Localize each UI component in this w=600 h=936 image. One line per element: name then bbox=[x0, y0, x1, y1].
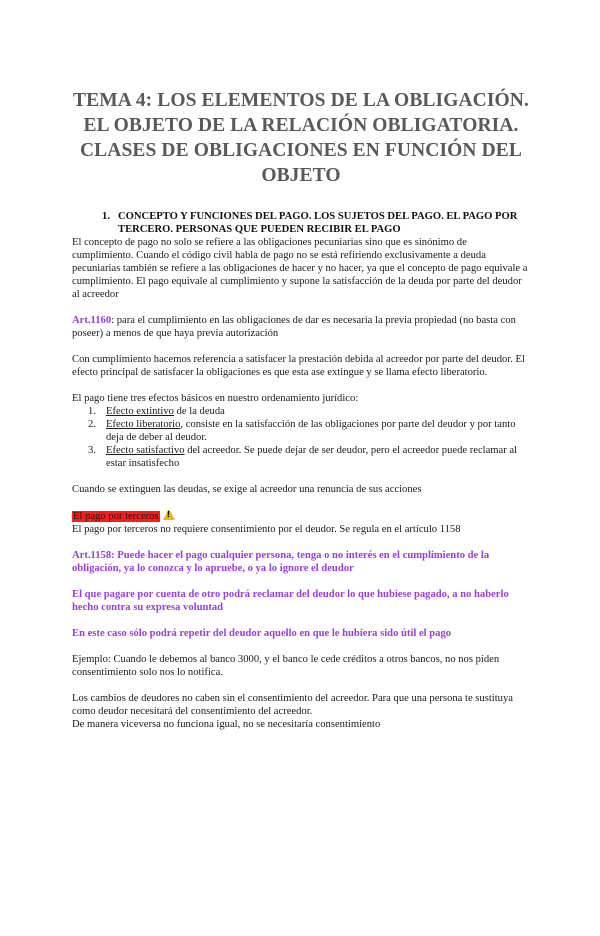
list-item-number: 3. bbox=[88, 445, 96, 456]
effects-list bbox=[72, 405, 530, 470]
effect-term: Efecto liberatorio bbox=[106, 419, 181, 430]
paragraph-art1160 bbox=[72, 314, 530, 340]
paragraph-cambio-deudores: Los cambios de deudores no caben sin el consentimiento del acreedor. Para que una persona te sustituya como deudor necesitará del consentimiento del acreedor. bbox=[72, 693, 513, 717]
paragraph-reclamar: El que pagare por cuenta de otro podrá reclamar del deudor lo que hubiese pagado, a no haberlo hecho contra su expresa voluntad bbox=[72, 589, 509, 613]
list-item bbox=[72, 444, 530, 470]
art1160-label: Art.1160 bbox=[72, 315, 112, 326]
pago-terceros-heading bbox=[72, 509, 530, 523]
paragraph-repetir: En este caso sólo podrá repetir del deudor aquello en que le hubiera sido útil el pago bbox=[72, 628, 452, 639]
paragraph-art1158: Art.1158: Puede hacer el pago cualquier persona, tenga o no interés en el cumplimiento de la obligación, ya lo conozca y lo apruebe, o ya lo ignore el deudor bbox=[72, 550, 490, 574]
art1160-text: : para el cumplimiento en las obligaciones de dar es necesaria la previa propiedad (no basta con poseer) a menos de que haya previa autorización bbox=[72, 315, 516, 339]
section-number: 1. bbox=[102, 211, 110, 222]
paragraph-extincion: Cuando se extinguen las deudas, se exige al acreedor una renuncia de sus acciones bbox=[72, 484, 422, 495]
effect-term: Efecto satisfactivo bbox=[106, 445, 185, 456]
section-heading bbox=[72, 210, 530, 236]
section-heading-text: CONCEPTO Y FUNCIONES DEL PAGO. LOS SUJETOS DEL PAGO. EL PAGO POR TERCERO. PERSONAS QUE PUEDEN RECIBIR EL PAGO bbox=[118, 211, 518, 235]
highlighted-label: El pago por terceros bbox=[73, 511, 159, 522]
paragraph-pago-concepto: El concepto de pago no solo se refiere a las obligaciones pecuniarias sino que es sinónimo de cumplimiento. Cuando el código civil habla de pago no se está refiriendo exclusivamente a deuda pecuniarias también se refiere a las obligaciones de hacer y no hacer, ya que el concepto de pago equivale a cumplimiento. El pago equivale al cumplimiento y supone la satisfacción de la deuda por parte del deudor al acreedor bbox=[72, 237, 528, 300]
effect-description: de la deuda bbox=[173, 406, 225, 417]
effect-description: , consiste en la satisfacción de las obligaciones por parte del deudor y por tanto deja de deber al deudor. bbox=[106, 419, 516, 443]
paragraph-ejemplo: Ejemplo: Cuando le debemos al banco 3000, y el banco le cede créditos a otros bancos, no nos piden consentimiento solo nos lo notifica. bbox=[72, 654, 500, 678]
effect-description: del acreedor. Se puede dejar de ser deudor, pero el acreedor puede reclamar al estar insatisfecho bbox=[106, 445, 518, 469]
page-title: TEMA 4: LOS ELEMENTOS DE LA OBLIGACIÓN. EL OBJETO DE LA RELACIÓN OBLIGATORIA. CLASES DE OBLIGACIONES EN FUNCIÓN DEL OBJETO bbox=[73, 90, 529, 186]
paragraph-viceversa: De manera viceversa no funciona igual, no se necesitaría consentimiento bbox=[72, 719, 381, 730]
list-item bbox=[72, 418, 530, 444]
list-item bbox=[72, 405, 530, 418]
paragraph-cumplimiento: Con cumplimiento hacemos referencia a satisfacer la prestación debida al acreedor por parte del deudor. El efecto principal de satisfacer la obligaciones es que esta ase extingue y se llama efecto liberatorio. bbox=[72, 354, 525, 378]
paragraph-pago-terceros: El pago por terceros no requiere consentimiento por el deudor. Se regula en el artículo 1158 bbox=[72, 524, 461, 535]
warning-icon bbox=[163, 509, 175, 520]
list-item-number: 2. bbox=[88, 419, 96, 430]
effect-term: Efecto extintivo bbox=[106, 406, 174, 417]
document-page bbox=[0, 88, 600, 936]
paragraph-efectos-intro: El pago tiene tres efectos básicos en nuestro ordenamiento jurídico: bbox=[72, 393, 359, 404]
list-item-number: 1. bbox=[88, 406, 96, 417]
